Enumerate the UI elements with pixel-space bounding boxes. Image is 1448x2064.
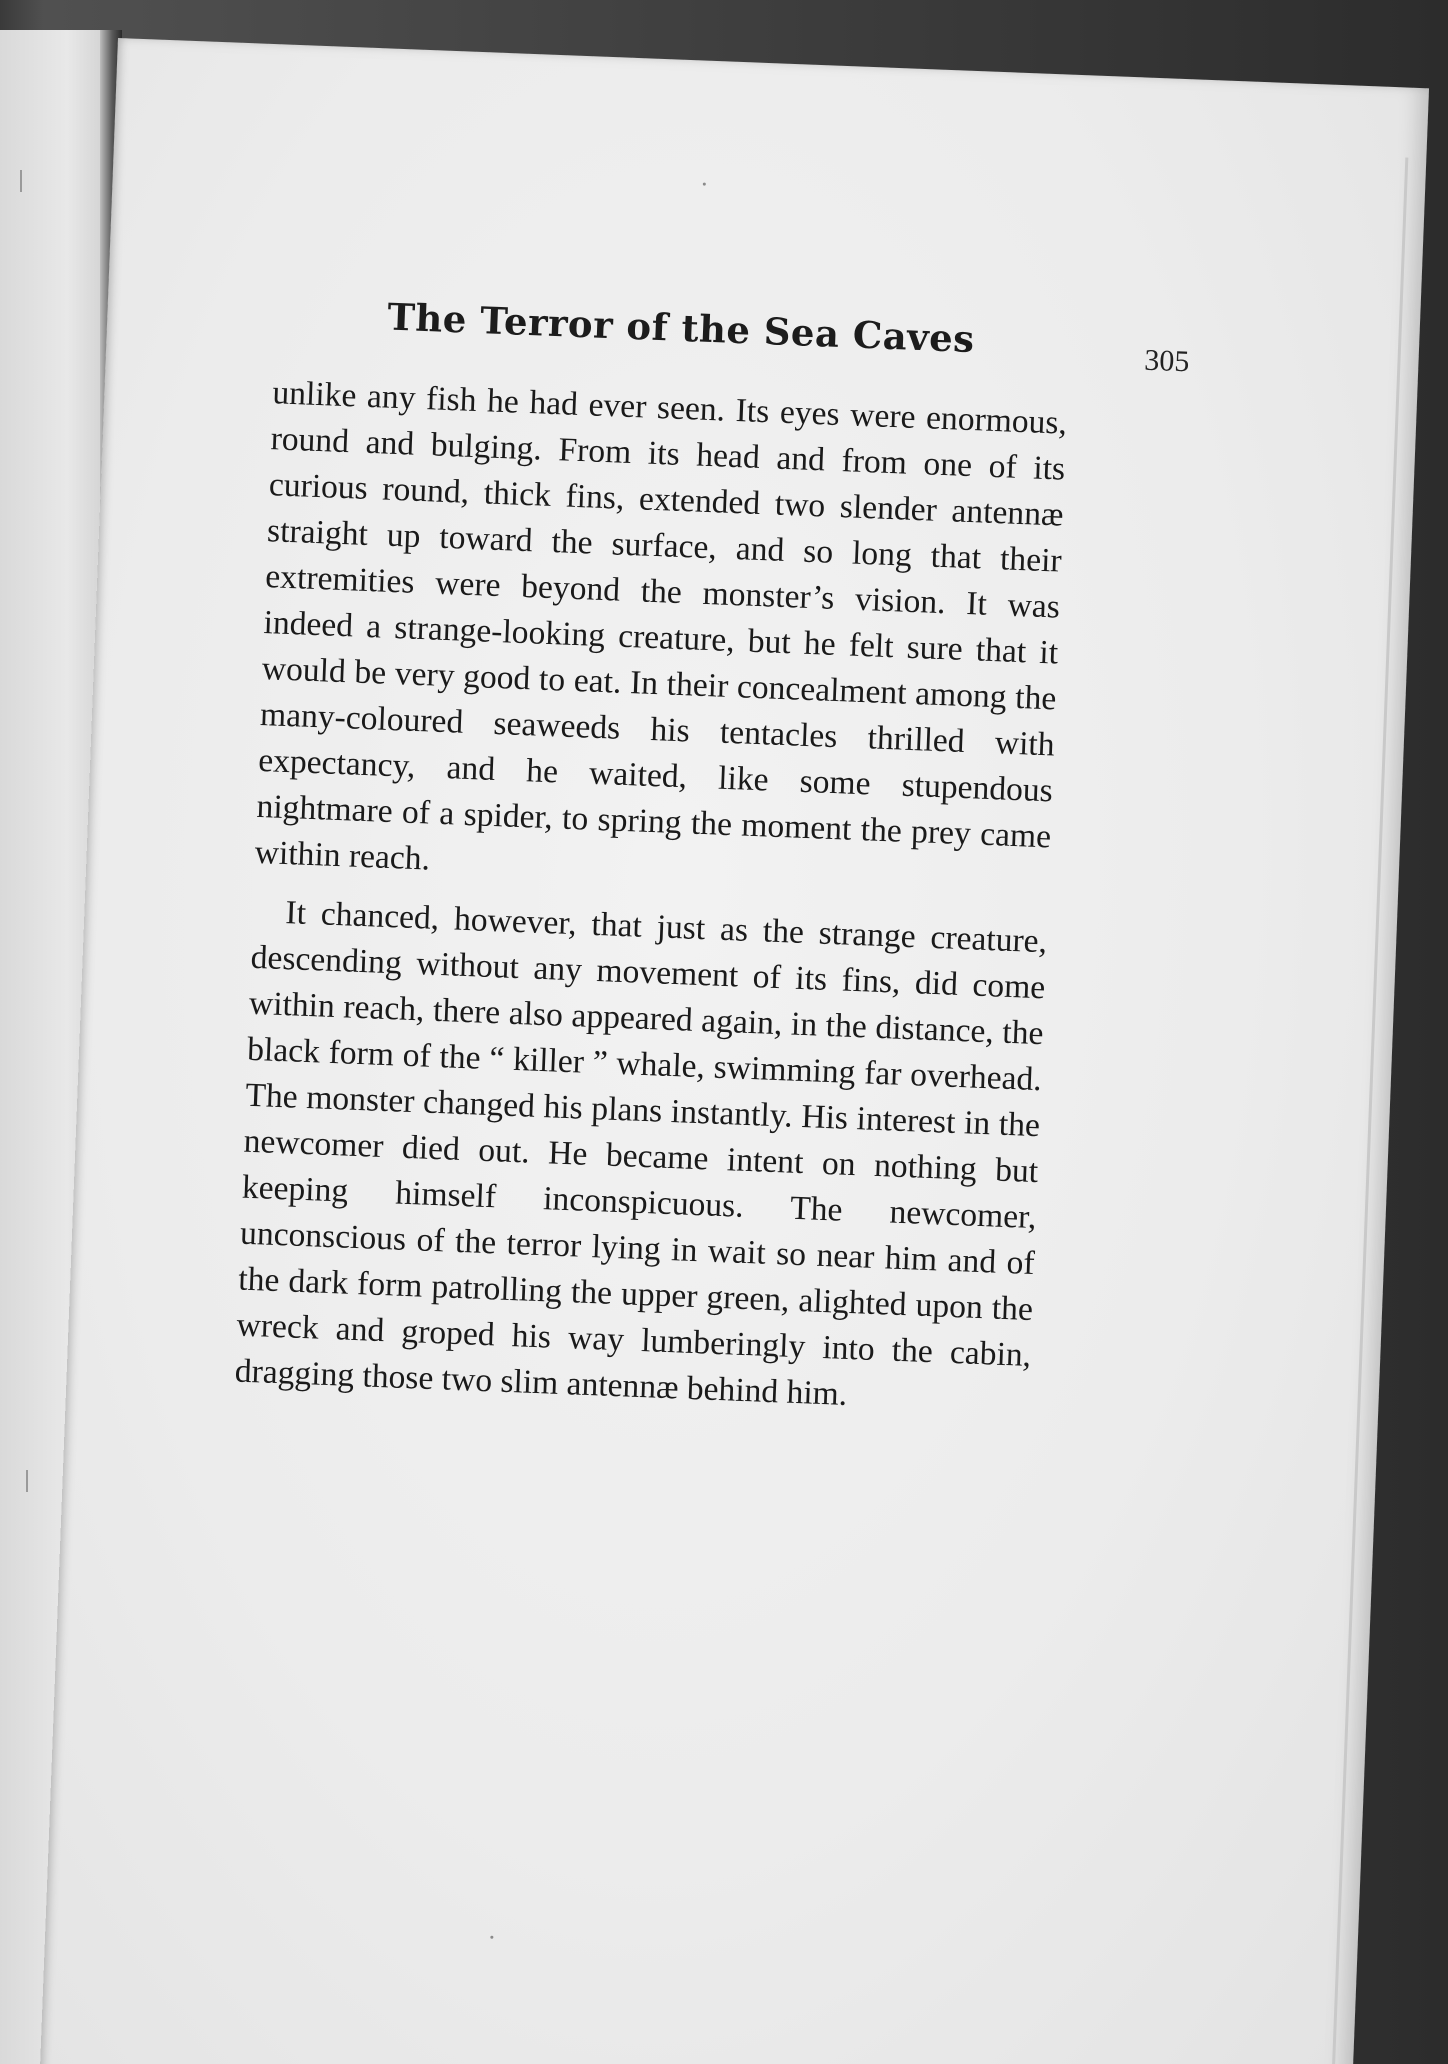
facing-page-mark xyxy=(26,1470,28,1492)
facing-page-mark xyxy=(20,170,22,192)
paper-speck xyxy=(490,1936,493,1939)
page-edge-line xyxy=(1330,158,1408,2064)
running-title: The Terror of the Sea Caves xyxy=(386,294,976,362)
paper-speck xyxy=(703,183,706,186)
body-text xyxy=(234,370,1068,1438)
page-number: 305 xyxy=(1143,343,1190,379)
paragraph-1: unlike any fish he had ever seen. Its eyes were enormous, round and bulging. From its head and from one of its curious round, thick fins, extended two slender antennæ straight up toward the surface, and so long that their extremities were beyond the monster’s vision. It was indeed a strange-looking creature, but he felt sure that it would be very good to eat. In their concealment among the many-coloured seaweeds his tentacles thrilled with expectancy, and he waited, like some stupendous nightmare of a spider, to spring the moment the prey came within reach. xyxy=(254,374,1068,878)
paragraph-2: It chanced, however, that just as the strange creature, descending without any movement of its fins, did come within reach, there also appeared again, in the distance, the black form of the “ killer ” whale, swimming far overhead. The monster changed his plans instantly. His interest in the newcomer died out. He became intent on nothing but keeping himself inconspicuous. The newcomer, unconscious of the terror lying in wait so near him and of the dark form patrolling the upper green, alighted upon the wreck and groped his way lumberingly into the cabin, dragging those two slim antennæ behind him. xyxy=(234,894,1048,1413)
running-head xyxy=(274,290,1191,385)
book-page xyxy=(39,38,1429,2064)
